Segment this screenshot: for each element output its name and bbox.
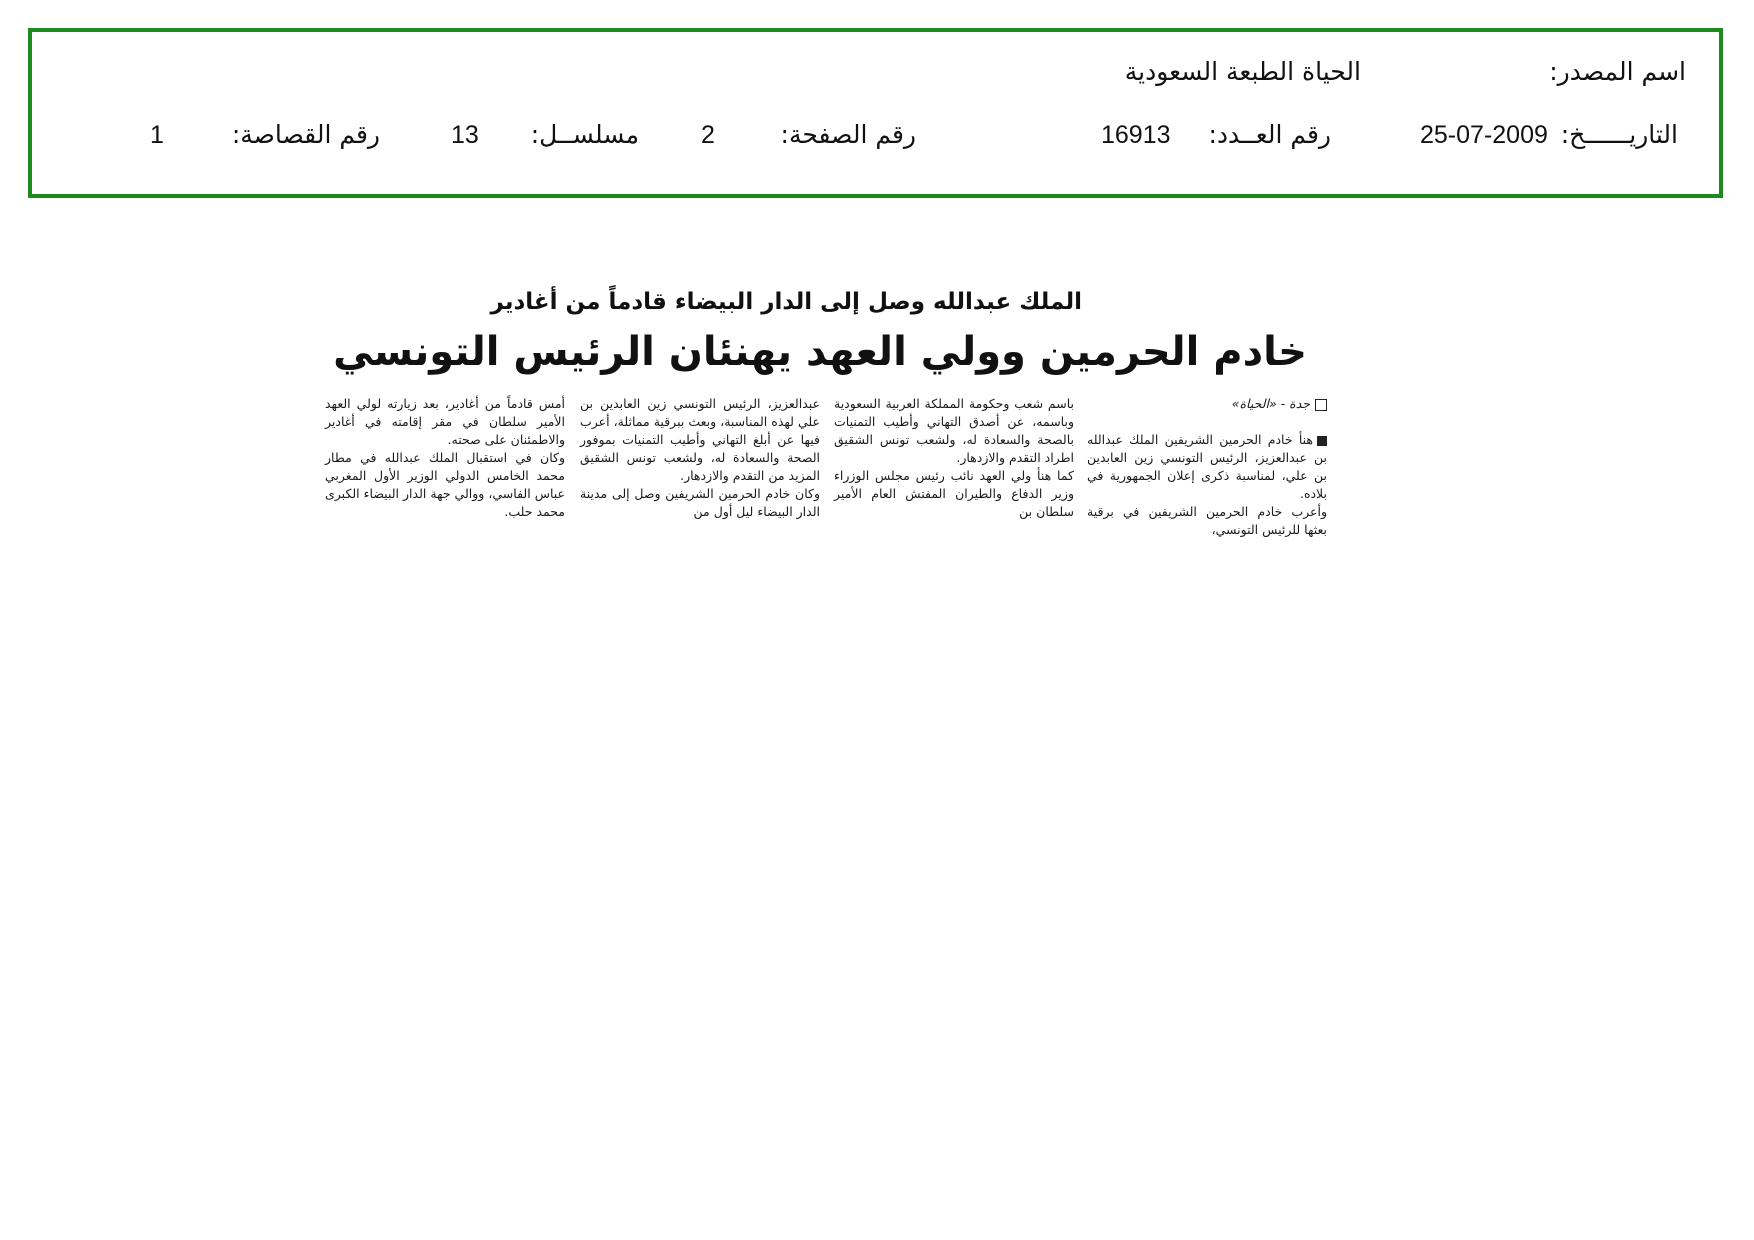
paragraph: [1087, 431, 1327, 503]
clipping-metadata-frame: [28, 28, 1723, 198]
paragraph: وكان في استقبال الملك عبدالله في مطار محمد الخامس الدولي الوزير الأول المغربي عباس الفاسي، ووالي جهة الدار البيضاء الكبرى محمد حلب.: [325, 450, 565, 519]
date-label: التاريــــــخ:: [1560, 120, 1678, 149]
clipping-number-label: رقم القصاصة:: [231, 120, 380, 149]
source-value: الحياة الطبعة السعودية: [1124, 57, 1361, 86]
byline: [1087, 395, 1327, 413]
clipping-number-value: 1: [150, 121, 164, 149]
paragraph: أمس قادماً من أغادير، بعد زيارته لولي العهد الأمير سلطان في مقر إقامته في أغادير والاطمئنان على صحته.: [325, 396, 565, 447]
paragraph: باسم شعب وحكومة المملكة العربية السعودية وباسمه، عن أصدق التهاني وأطيب التمنيات بالصحة والسعادة له، ولشعب تونس الشقيق اطراد التقدم والازدهار.: [834, 396, 1074, 465]
serial-number-value: 13: [451, 121, 479, 149]
page-number-label: رقم الصفحة:: [780, 120, 916, 149]
date-value: 25-07-2009: [1420, 121, 1548, 149]
article-kicker: الملك عبدالله وصل إلى الدار البيضاء قادماً من أغادير: [490, 289, 1082, 315]
page-number-value: 2: [701, 121, 715, 149]
serial-number-label: مسلســل:: [530, 120, 639, 149]
filled-square-icon: [1317, 436, 1327, 446]
article-headline: خادم الحرمين وولي العهد يهنئان الرئيس التونسي: [333, 329, 1307, 375]
paragraph-text: هنأ خادم الحرمين الشريفين الملك عبدالله بن عبدالعزيز، الرئيس التونسي زين العابدين بن علي، لمناسبة ذكرى إعلان الجمهورية في بلاده.: [1087, 432, 1327, 501]
issue-number-value: 16913: [1101, 121, 1171, 149]
source-label: اسم المصدر:: [1549, 57, 1686, 86]
issue-number-label: رقم العــدد:: [1208, 120, 1331, 149]
article-column-2: [834, 395, 1074, 521]
article-column-3: [580, 395, 820, 521]
open-square-icon: [1315, 399, 1327, 411]
newspaper-clipping: [312, 280, 1337, 555]
paragraph: كما هنأ ولي العهد نائب رئيس مجلس الوزراء وزير الدفاع والطيران المفتش العام الأمير سلطان بن: [834, 468, 1074, 519]
byline-text: جدة - «الحياة»: [1231, 396, 1310, 411]
article-column-1: [1087, 395, 1327, 539]
paragraph: وأعرب خادم الحرمين الشريفين في برقية بعثها للرئيس التونسي،: [1087, 504, 1327, 537]
paragraph: عبدالعزيز، الرئيس التونسي زين العابدين بن علي لهذه المناسبة، وبعث ببرقية مماثلة، أعرب فيها عن أبلغ التهاني وأطيب التمنيات بموفور الصحة والسعادة له، ولشعب تونس الشقيق المزيد من التقدم والازدهار.: [580, 396, 820, 483]
paragraph: وكان خادم الحرمين الشريفين وصل إلى مدينة الدار البيضاء ليل أول من: [580, 486, 820, 519]
article-column-4: [325, 395, 565, 521]
